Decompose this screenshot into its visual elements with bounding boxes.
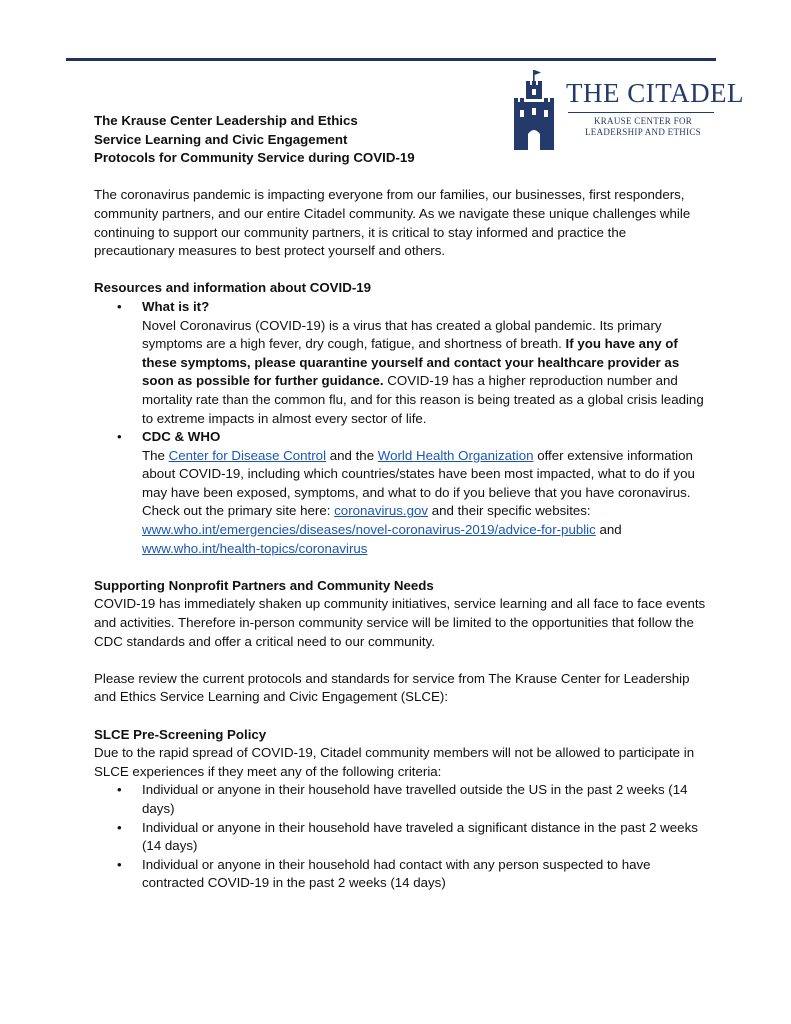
who-health-topics-link[interactable]: www.who.int/health-topics/coronavirus (142, 540, 368, 556)
top-rule (66, 58, 716, 61)
what-text-part2: COVID-19 has a higher reproduction number and mortality rate than the common flu, and for this reason is being treated as a global crisis leading to extreme impacts in almost every sector of life. (142, 373, 704, 426)
cdc-who-title: • CDC & WHO (142, 429, 221, 445)
list-item: • Individual or anyone in their household had contact with any person suspected to have contracted COVID-19 in the past 2 weeks (14 days) (94, 856, 709, 893)
cdc-text-5: and (595, 522, 622, 538)
header-line-2: Service Learning and Civic Engagement (94, 131, 348, 147)
logo-title: THE CITADEL (566, 78, 745, 108)
policy-criteria-list (94, 781, 709, 893)
document-header (94, 112, 709, 168)
list-item-cdc-who (94, 428, 709, 558)
cdc-link[interactable]: Center for Disease Control (168, 447, 327, 463)
what-text-warning: If you have any of these symptoms, please quarantine yourself and contact your healthcare provider as soon as possible for further guidance. (142, 336, 680, 389)
who-advice-link[interactable]: www.who.int/emergencies/diseases/novel-coronavirus-2019/advice-for-public (142, 522, 596, 538)
review-paragraph: Please review the current protocols and standards for service from The Krause Center for Leadership and Ethics Service Learning and Civic Engagement (SLCE): (94, 670, 690, 705)
resources-list (94, 298, 709, 558)
who-link[interactable]: World Health Organization (377, 447, 534, 463)
policy-heading: SLCE Pre-Screening Policy (94, 726, 267, 742)
logo-subtitle-line1: KRAUSE CENTER FOR (593, 116, 693, 126)
cdc-text-4: and their specific websites: (428, 503, 591, 519)
document-body (94, 112, 709, 893)
cdc-text-1: The (142, 447, 169, 463)
cdc-text-2: and the (326, 447, 378, 463)
resources-heading: Resources and information about COVID-19 (94, 280, 372, 296)
list-item: • Individual or anyone in their household have traveled a significant distance in the past 2 weeks (14 days) (94, 819, 709, 856)
what-is-it-title: • What is it? (142, 298, 210, 314)
supporting-paragraph: COVID-19 has immediately shaken up community initiatives, service learning and all face to face events and activities. Therefore in-person community service will be limited to the opportunities that follow the CDC standards and offer a critical need to our community. (94, 596, 706, 649)
list-item-what-is-it (94, 298, 709, 428)
what-is-it-text (142, 317, 709, 429)
coronavirus-gov-link[interactable]: coronavirus.gov (334, 503, 429, 519)
supporting-heading: Supporting Nonprofit Partners and Community Needs (94, 577, 434, 593)
cdc-text-3: offer extensive information about COVID-19, including which countries/states have been most impacted, what to do if you may have been exposed, symptoms, and what to do if you believe that you have coronavirus. Check out the primary site here: (142, 447, 695, 519)
cdc-who-text (142, 447, 709, 559)
header-line-3: Protocols for Community Service during COVID-19 (94, 150, 415, 166)
policy-paragraph: Due to the rapid spread of COVID-19, Citadel community members will not be allowed to participate in SLCE experiences if they meet any of the following criteria: (94, 745, 695, 779)
header-line-1: The Krause Center Leadership and Ethics (94, 113, 358, 128)
logo-subtitle-line2: LEADERSHIP AND ETHICS (585, 127, 701, 137)
intro-paragraph: The coronavirus pandemic is impacting everyone from our families, our businesses, first responders, community partners, and our entire Citadel community. As we navigate these unique challenges while continuing to support our community partners, it is critical to stay informed and practice the precautionary measures to best protect yourself and others. (94, 187, 691, 259)
what-text-part1: Novel Coronavirus (COVID-19) is a virus that has created a global pandemic. Its primary symptoms are a high fever, dry cough, fatigue, and shortness of breath. (142, 317, 662, 352)
list-item: • Individual or anyone in their household have travelled outside the US in the past 2 weeks (14 days) (94, 781, 709, 818)
